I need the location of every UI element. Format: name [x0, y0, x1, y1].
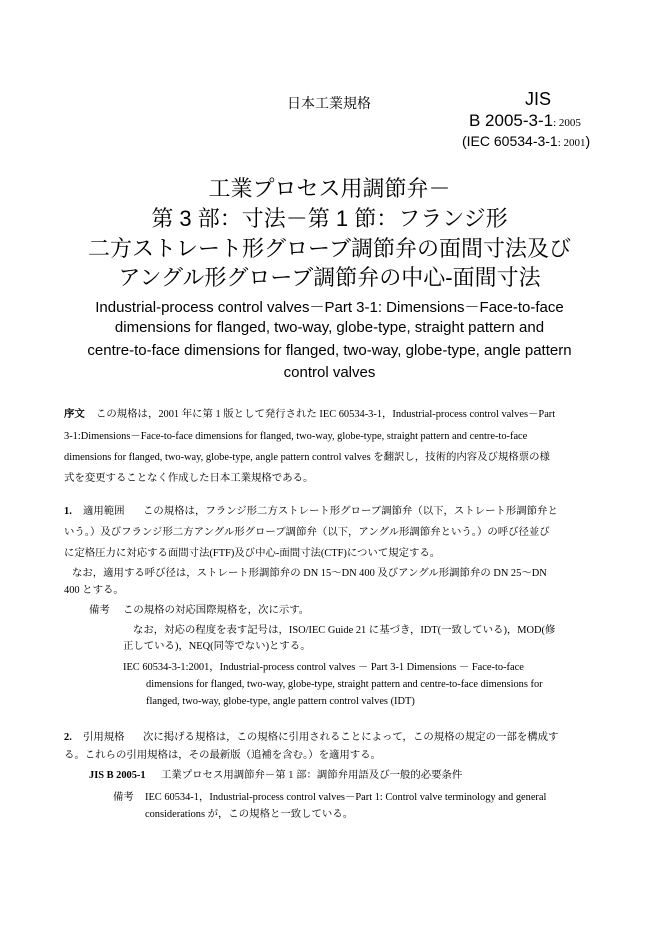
section1-line-2: いう。）及びフランジ形二方アングル形グローブ調節弁（以下，アングル形調節弁という。）の呼び径並び — [64, 527, 550, 538]
section1-remark-label: 備考 — [89, 605, 110, 616]
section1-ref-line-3: flanged, two-way, globe-type, angle pattern control valves (IDT) — [146, 696, 415, 707]
section1-ref-line-1: IEC 60534-3-1:2001，Industrial-process control valves － Part 3-1 Dimensions － Face-to-face — [123, 662, 524, 673]
section1-remark-note-line-1: なお，対応の程度を表す記号は，ISO/IEC Guide 21 に基づき，IDT(一致している)，MOD(修 — [133, 625, 556, 636]
title-en-line-3: centre-to-face dimensions for flanged, two-way, globe-type, angle pattern — [87, 342, 572, 359]
preface-line-2: 3-1:Dimensions－Face-to-face dimensions for flanged, two-way, globe-type, straight pattern and centre-to-face — [64, 431, 528, 442]
section1-heading: 適用範囲 — [83, 506, 125, 517]
section2-remark-line-1: IEC 60534-1，Industrial-process control valves－Part 1: Control valve terminology and general — [145, 792, 547, 803]
section2-ref-code: JIS B 2005-1 — [89, 770, 146, 781]
title-jp-line-1: 工業プロセス用調節弁－ — [208, 176, 451, 201]
section1-line-3: に定格圧力に対応する面間寸法(FTF)及び中心-面間寸法(CTF)について規定する。 — [64, 548, 441, 559]
title-jp-line-3: 二方ストレート形グローブ調節弁の面間寸法及び — [88, 236, 571, 261]
section2-line-1: 次に掲げる規格は，この規格に引用されることによって，この規格の規定の一部を構成す — [143, 732, 559, 743]
standard-number — [469, 111, 581, 131]
section1-note-line-2: 400 とする。 — [64, 585, 124, 596]
standard-number-main: B 2005-3-1 — [469, 111, 554, 130]
preface-line-1: この規格は，2001 年に第 1 版として発行された IEC 60534-3-1，Industrial-process control valves－Part — [96, 409, 556, 420]
preface-line-4: 式を変更することなく作成した日本工業規格である。 — [64, 473, 314, 484]
section2-line-2: る。これらの引用規格は，その最新版（追補を含む。）を適用する。 — [64, 750, 381, 761]
section2-number: 2. — [64, 732, 72, 743]
iec-reference — [462, 133, 590, 149]
section1-remark-text: この規格の対応国際規格を，次に示す。 — [123, 605, 310, 616]
preface-label: 序文 — [64, 409, 85, 420]
title-en-line-1: Industrial-process control valves－Part 3-1: Dimensions－Face-to-face — [95, 299, 564, 316]
section1-line-1: この規格は，フランジ形二方ストレート形グローブ調節弁（以下，ストレート形調節弁と — [143, 506, 558, 517]
section1-remark-note-line-2: 正している)，NEQ(同等でない)とする。 — [123, 641, 311, 652]
standard-year: : 2005 — [553, 117, 581, 129]
preface-line-3: dimensions for flanged, two-way, globe-type, angle pattern control valves を翻訳し，技術的内容及び規格票の様 — [64, 452, 550, 463]
section2-heading: 引用規格 — [83, 732, 125, 743]
section1-number: 1. — [64, 506, 72, 517]
title-jp-line-2: 第 3 部：寸法－第 1 節：フランジ形 — [151, 206, 508, 231]
iec-close: ) — [585, 133, 591, 149]
title-en-line-4: control valves — [283, 364, 376, 381]
jis-label: JIS — [525, 89, 552, 109]
iec-prefix: (IEC 60534-3-1 — [462, 133, 558, 149]
iec-year: : 2001 — [557, 137, 586, 149]
section2-remark-label: 備考 — [113, 792, 134, 803]
section1-ref-line-2: dimensions for flanged, two-way, globe-type, straight pattern and centre-to-face dimensions for — [146, 679, 543, 690]
section2-remark-line-2: considerations が，この規格と一致している。 — [145, 809, 354, 820]
title-jp-line-4: アングル形グローブ調節弁の中心-面間寸法 — [118, 265, 541, 290]
section1-note-line-1: なお，適用する呼び径は，ストレート形調節弁の DN 15～DN 400 及びアングル形調節弁の DN 25～DN — [72, 568, 547, 579]
section2-ref-title: 工業プロセス用調節弁－第 1 部：調節弁用語及び一般的必要条件 — [161, 770, 463, 781]
title-en-line-2: dimensions for flanged, two-way, globe-type, straight pattern and — [114, 319, 545, 336]
standard-name: 日本工業規格 — [287, 95, 371, 111]
